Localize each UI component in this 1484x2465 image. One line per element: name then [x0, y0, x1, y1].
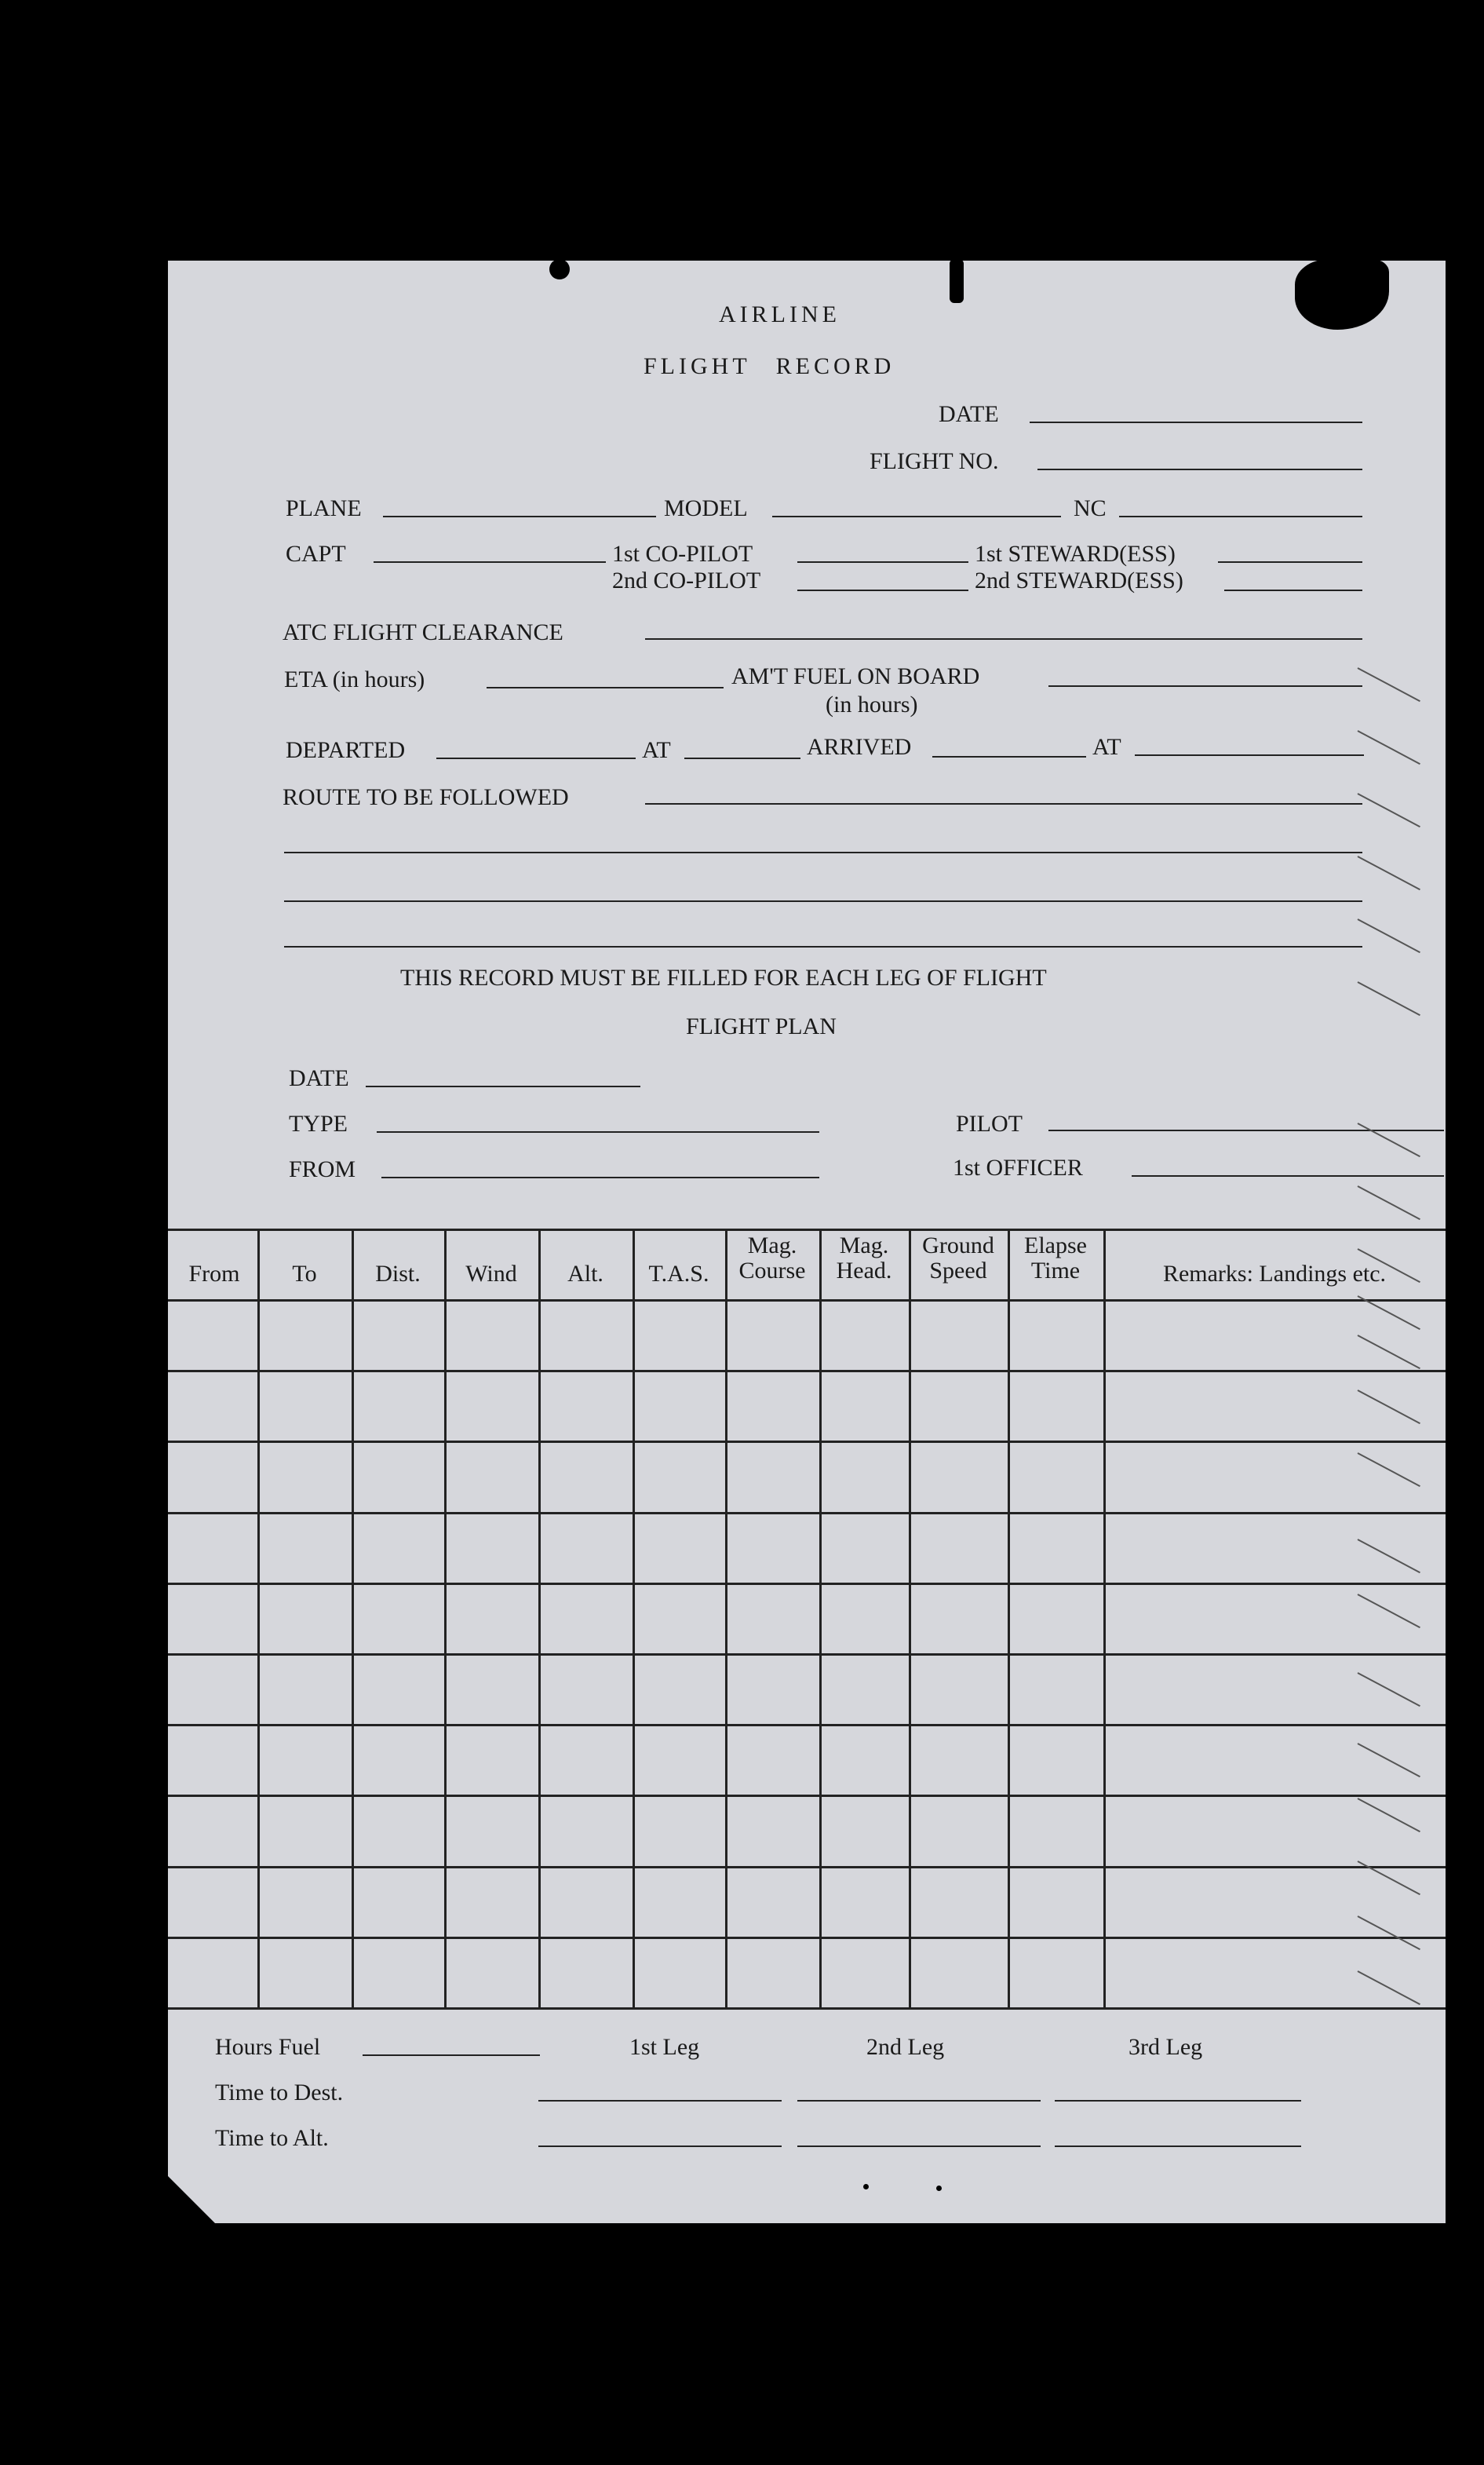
table-cell[interactable]	[1010, 1726, 1103, 1795]
table-cell[interactable]	[354, 1514, 444, 1583]
leg2-label: 2nd Leg	[866, 2034, 945, 2060]
column-header-line1	[633, 1233, 725, 1258]
table-cell[interactable]	[541, 1585, 633, 1653]
table-cell[interactable]	[1106, 1443, 1446, 1511]
atc-field[interactable]	[645, 638, 1362, 640]
steward2-label: 2nd STEWARD(ESS)	[975, 568, 1183, 593]
flight-no-field[interactable]	[1037, 469, 1362, 470]
column-header	[257, 1233, 352, 1287]
table-cell[interactable]	[822, 1797, 909, 1865]
route-field-1[interactable]	[645, 803, 1362, 805]
column-header-line1	[538, 1233, 633, 1258]
table-cell[interactable]	[1106, 1797, 1446, 1865]
table-cell[interactable]	[173, 1443, 257, 1511]
table-cell[interactable]	[1010, 1868, 1103, 1937]
time-alt-label: Time to Alt.	[215, 2125, 329, 2151]
table-cell[interactable]	[822, 1514, 909, 1583]
table-cell[interactable]	[1106, 1514, 1446, 1583]
table-cell[interactable]	[260, 1514, 352, 1583]
column-header-line2: To	[292, 1261, 317, 1287]
column-header-line2: Head.	[836, 1258, 892, 1284]
table-cell[interactable]	[822, 1868, 909, 1937]
table-cell[interactable]	[1010, 1939, 1103, 2007]
nc-field[interactable]	[1119, 516, 1362, 517]
plan-pilot-field[interactable]	[1048, 1130, 1444, 1131]
column-header-line1	[257, 1233, 352, 1258]
table-cell[interactable]	[635, 1656, 725, 1724]
column-header	[1103, 1233, 1446, 1287]
table-cell[interactable]	[1106, 1585, 1446, 1653]
table-cell[interactable]	[635, 1514, 725, 1583]
plan-date-label: DATE	[289, 1065, 349, 1091]
arrived-field[interactable]	[932, 756, 1086, 758]
table-cell[interactable]	[1106, 1939, 1446, 2007]
nc-label: NC	[1074, 495, 1107, 521]
date-label: DATE	[939, 401, 999, 427]
table-cell[interactable]	[354, 1656, 444, 1724]
at-label-1: AT	[642, 737, 671, 763]
time-alt-leg3-field[interactable]	[1055, 2145, 1301, 2147]
ink-speck	[863, 2184, 869, 2189]
table-cell[interactable]	[447, 1372, 538, 1441]
column-header-line2: From	[188, 1261, 240, 1287]
table-cell[interactable]	[354, 1726, 444, 1795]
table-cell[interactable]	[822, 1443, 909, 1511]
time-dest-leg1-field[interactable]	[538, 2100, 782, 2102]
table-cell[interactable]	[635, 1585, 725, 1653]
hours-fuel-field[interactable]	[363, 2054, 540, 2056]
ink-speck	[936, 2186, 942, 2191]
date-field[interactable]	[1030, 422, 1362, 423]
table-cell[interactable]	[173, 1939, 257, 2007]
time-alt-leg2-field[interactable]	[797, 2145, 1041, 2147]
column-header-line1	[171, 1233, 257, 1258]
table-cell[interactable]	[1010, 1372, 1103, 1441]
table-row-rule	[168, 2007, 1446, 2010]
table-cell[interactable]	[541, 1372, 633, 1441]
table-cell[interactable]	[822, 1939, 909, 2007]
column-header	[1008, 1233, 1103, 1284]
table-cell[interactable]	[354, 1868, 444, 1937]
table-cell[interactable]	[354, 1797, 444, 1865]
table-cell[interactable]	[635, 1797, 725, 1865]
table-cell[interactable]	[1010, 1797, 1103, 1865]
table-cell[interactable]	[1106, 1726, 1446, 1795]
column-header-line1	[352, 1233, 444, 1258]
copilot1-label: 1st CO-PILOT	[612, 541, 753, 567]
capt-field[interactable]	[374, 561, 606, 563]
column-header-line1: Mag.	[747, 1232, 797, 1258]
table-cell[interactable]	[911, 1868, 1008, 1937]
table-cell[interactable]	[541, 1939, 633, 2007]
table-cell[interactable]	[822, 1302, 909, 1370]
fuel-label: AM'T FUEL ON BOARD	[731, 663, 980, 689]
column-header-line2: Wind	[465, 1261, 517, 1287]
table-cell[interactable]	[727, 1726, 819, 1795]
table-cell[interactable]	[635, 1939, 725, 2007]
time-alt-leg1-field[interactable]	[538, 2145, 782, 2147]
table-cell[interactable]	[447, 1656, 538, 1724]
table-cell[interactable]	[727, 1443, 819, 1511]
table-cell[interactable]	[1106, 1372, 1446, 1441]
table-cell[interactable]	[727, 1797, 819, 1865]
table-cell[interactable]	[260, 1726, 352, 1795]
table-cell[interactable]	[911, 1726, 1008, 1795]
column-header	[819, 1233, 909, 1284]
flight-plan-title: FLIGHT PLAN	[686, 1013, 837, 1039]
column-header	[538, 1233, 633, 1287]
column-header-line1: Elapse	[1024, 1232, 1087, 1258]
flight-record-title: FLIGHT RECORD	[644, 353, 895, 379]
copilot2-label: 2nd CO-PILOT	[612, 568, 761, 593]
table-cell[interactable]	[911, 1656, 1008, 1724]
table-cell[interactable]	[173, 1868, 257, 1937]
plan-type-field[interactable]	[377, 1131, 819, 1133]
departed-field[interactable]	[436, 758, 636, 759]
table-cell[interactable]	[260, 1797, 352, 1865]
table-cell[interactable]	[541, 1656, 633, 1724]
table-cell[interactable]	[727, 1656, 819, 1724]
table-cell[interactable]	[260, 1656, 352, 1724]
table-cell[interactable]	[541, 1868, 633, 1937]
table-cell[interactable]	[260, 1868, 352, 1937]
table-cell[interactable]	[354, 1302, 444, 1370]
copilot1-field[interactable]	[797, 561, 968, 563]
column-header	[171, 1233, 257, 1287]
column-header-line1: Mag.	[839, 1232, 889, 1258]
table-cell[interactable]	[541, 1514, 633, 1583]
table-cell[interactable]	[727, 1585, 819, 1653]
model-field[interactable]	[772, 516, 1061, 517]
table-cell[interactable]	[173, 1514, 257, 1583]
notice-text: THIS RECORD MUST BE FILLED FOR EACH LEG OF FLIGHT	[400, 965, 1047, 991]
column-header-line2: Remarks: Landings etc.	[1162, 1261, 1387, 1287]
table-cell[interactable]	[260, 1372, 352, 1441]
table-cell[interactable]	[541, 1797, 633, 1865]
plan-from-label: FROM	[289, 1156, 356, 1182]
table-cell[interactable]	[1010, 1302, 1103, 1370]
table-cell[interactable]	[260, 1443, 352, 1511]
table-cell[interactable]	[260, 1939, 352, 2007]
table-cell[interactable]	[447, 1797, 538, 1865]
table-cell[interactable]	[822, 1656, 909, 1724]
plan-officer-field[interactable]	[1132, 1175, 1444, 1177]
column-header	[633, 1233, 725, 1287]
table-cell[interactable]	[822, 1726, 909, 1795]
ink-speck	[549, 259, 570, 279]
table-cell[interactable]	[447, 1939, 538, 2007]
table-cell[interactable]	[541, 1302, 633, 1370]
atc-label: ATC FLIGHT CLEARANCE	[283, 619, 563, 645]
depart-at-field[interactable]	[684, 758, 800, 759]
plane-field[interactable]	[383, 516, 656, 517]
table-cell[interactable]	[260, 1302, 352, 1370]
column-header-line2: Alt.	[567, 1261, 603, 1287]
eta-field[interactable]	[487, 687, 724, 688]
table-cell[interactable]	[911, 1939, 1008, 2007]
eta-label: ETA (in hours)	[284, 666, 425, 692]
copilot2-field[interactable]	[797, 590, 968, 591]
plan-date-field[interactable]	[366, 1086, 640, 1087]
arrived-label: ARRIVED	[807, 734, 912, 760]
steward1-label: 1st STEWARD(ESS)	[975, 541, 1176, 567]
route-field-2[interactable]	[284, 852, 1362, 853]
table-cell[interactable]	[911, 1797, 1008, 1865]
plan-type-label: TYPE	[289, 1111, 348, 1137]
table-cell[interactable]	[911, 1372, 1008, 1441]
table-cell[interactable]	[354, 1585, 444, 1653]
time-dest-leg3-field[interactable]	[1055, 2100, 1301, 2102]
steward1-field[interactable]	[1218, 561, 1362, 563]
table-cell[interactable]	[447, 1514, 538, 1583]
plan-pilot-label: PILOT	[956, 1111, 1023, 1137]
column-header	[444, 1233, 538, 1287]
fuel-field[interactable]	[1048, 685, 1362, 687]
table-cell[interactable]	[173, 1726, 257, 1795]
plan-officer-label: 1st OFFICER	[953, 1155, 1083, 1181]
steward2-field[interactable]	[1224, 590, 1362, 591]
table-cell[interactable]	[635, 1868, 725, 1937]
table-cell[interactable]	[1106, 1656, 1446, 1724]
table-top-rule	[168, 1229, 1446, 1231]
table-cell[interactable]	[260, 1585, 352, 1653]
table-cell[interactable]	[173, 1797, 257, 1865]
leg1-label: 1st Leg	[629, 2034, 700, 2060]
table-cell[interactable]	[173, 1372, 257, 1441]
column-header-line2: Speed	[929, 1258, 987, 1284]
table-cell[interactable]	[173, 1656, 257, 1724]
column-header-line1	[444, 1233, 538, 1258]
flight-no-label: FLIGHT NO.	[870, 448, 999, 474]
table-cell[interactable]	[354, 1443, 444, 1511]
route-field-4[interactable]	[284, 946, 1362, 948]
route-label: ROUTE TO BE FOLLOWED	[283, 784, 569, 810]
capt-label: CAPT	[286, 541, 346, 567]
table-cell[interactable]	[911, 1443, 1008, 1511]
table-cell[interactable]	[822, 1372, 909, 1441]
table-cell[interactable]	[447, 1585, 538, 1653]
table-cell[interactable]	[447, 1868, 538, 1937]
column-header-line2: Course	[738, 1258, 806, 1284]
table-cell[interactable]	[354, 1372, 444, 1441]
route-field-3[interactable]	[284, 900, 1362, 902]
at-label-2: AT	[1092, 734, 1121, 760]
column-header	[352, 1233, 444, 1287]
table-cell[interactable]	[541, 1726, 633, 1795]
table-cell[interactable]	[727, 1302, 819, 1370]
table-cell[interactable]	[727, 1514, 819, 1583]
table-cell[interactable]	[727, 1372, 819, 1441]
table-cell[interactable]	[727, 1868, 819, 1937]
table-cell[interactable]	[1010, 1585, 1103, 1653]
table-cell[interactable]	[911, 1585, 1008, 1653]
leg3-label: 3rd Leg	[1128, 2034, 1203, 2060]
plane-label: PLANE	[286, 495, 362, 521]
table-cell[interactable]	[1010, 1443, 1103, 1511]
column-header-line2: Time	[1030, 1258, 1081, 1284]
arrive-at-field[interactable]	[1135, 754, 1364, 756]
table-cell[interactable]	[1106, 1868, 1446, 1937]
model-label: MODEL	[664, 495, 748, 521]
table-cell[interactable]	[727, 1939, 819, 2007]
table-cell[interactable]	[173, 1585, 257, 1653]
column-header	[725, 1233, 819, 1284]
table-cell[interactable]	[541, 1443, 633, 1511]
table-cell[interactable]	[911, 1514, 1008, 1583]
table-cell[interactable]	[447, 1726, 538, 1795]
ink-speck	[950, 259, 964, 303]
time-dest-leg2-field[interactable]	[797, 2100, 1041, 2102]
table-cell[interactable]	[1010, 1656, 1103, 1724]
column-header-line2: T.A.S.	[648, 1261, 709, 1287]
table-cell[interactable]	[635, 1302, 725, 1370]
table-cell[interactable]	[173, 1302, 257, 1370]
departed-label: DEPARTED	[286, 737, 406, 763]
airline-title: AIRLINE	[719, 301, 840, 327]
fuel-sub-label: (in hours)	[826, 692, 918, 718]
table-cell[interactable]	[354, 1939, 444, 2007]
table-cell[interactable]	[911, 1302, 1008, 1370]
table-cell[interactable]	[635, 1726, 725, 1795]
column-header-line2: Dist.	[375, 1261, 421, 1287]
table-cell[interactable]	[822, 1585, 909, 1653]
table-cell[interactable]	[1010, 1514, 1103, 1583]
plan-from-field[interactable]	[381, 1177, 819, 1178]
table-cell[interactable]	[447, 1302, 538, 1370]
table-cell[interactable]	[635, 1443, 725, 1511]
table-cell[interactable]	[1106, 1302, 1446, 1370]
clipped-corner	[168, 2176, 215, 2223]
column-header	[909, 1233, 1008, 1284]
table-cell[interactable]	[635, 1372, 725, 1441]
hours-fuel-label: Hours Fuel	[215, 2034, 321, 2060]
table-cell[interactable]	[447, 1443, 538, 1511]
time-dest-label: Time to Dest.	[215, 2080, 344, 2105]
column-header-line1: Ground	[922, 1232, 994, 1258]
column-header-line1	[1103, 1233, 1446, 1258]
